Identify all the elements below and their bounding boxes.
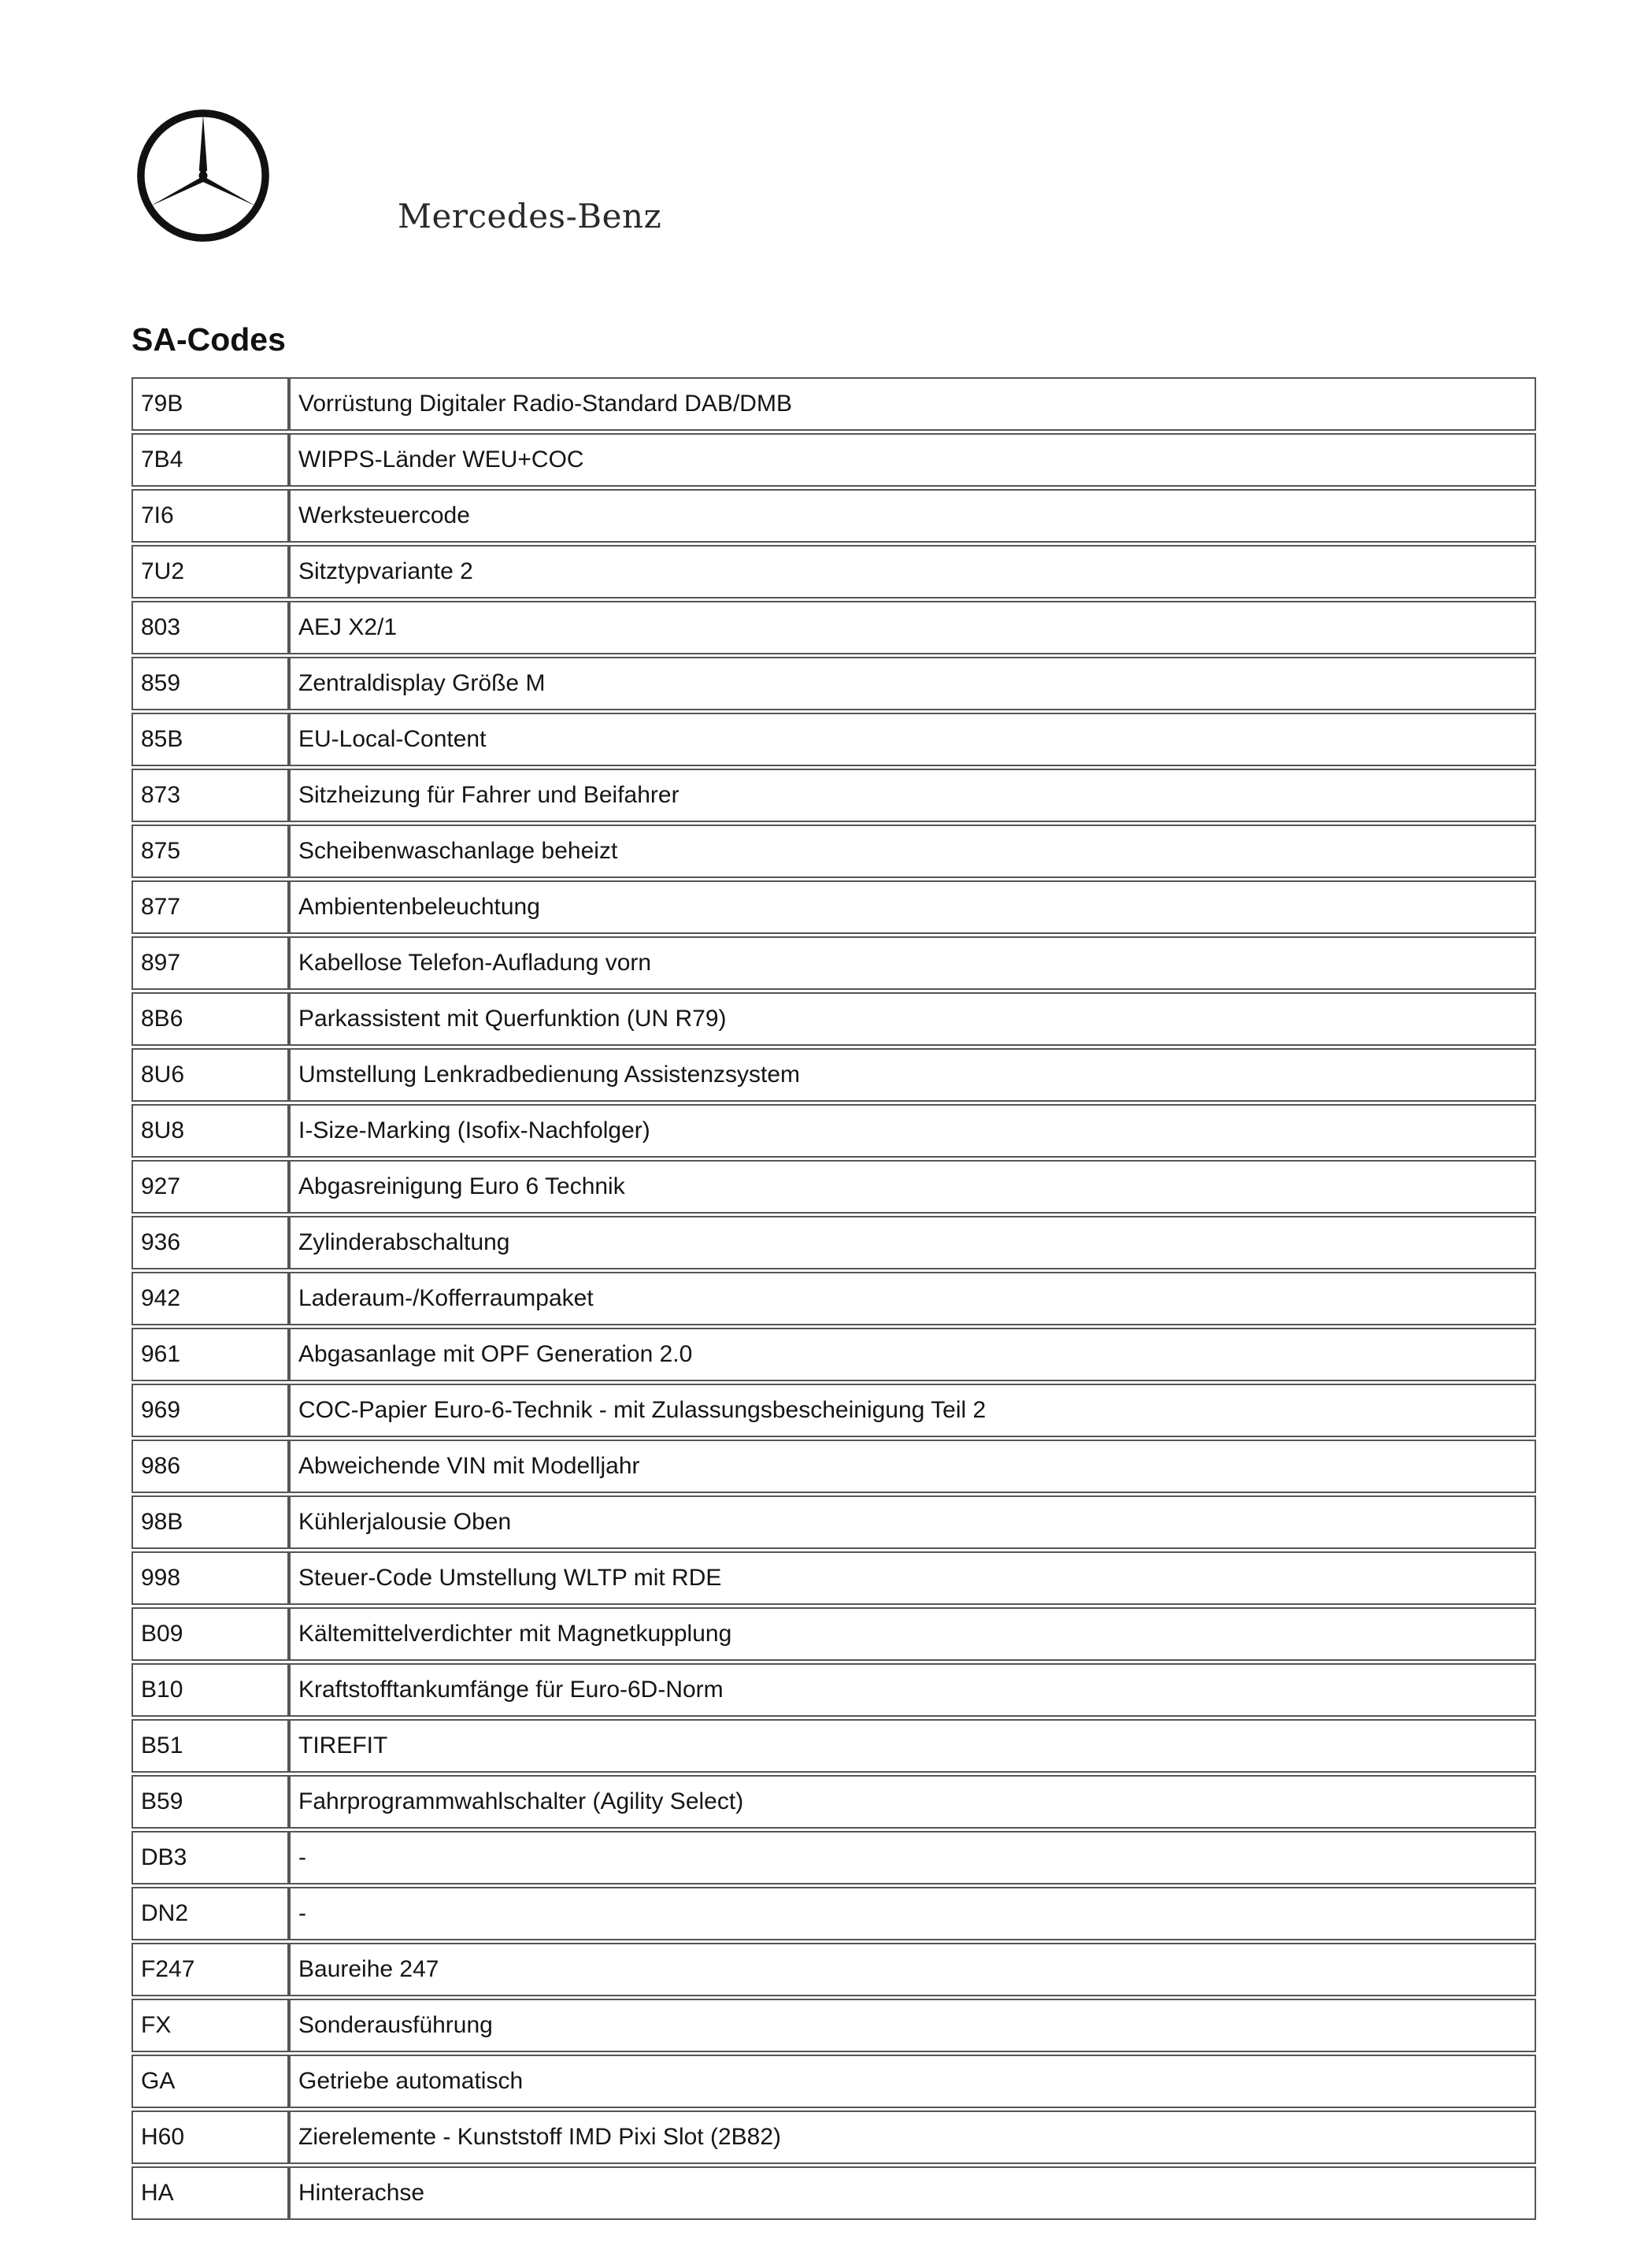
code-cell: 942 <box>131 1272 289 1325</box>
description-cell: Sonderausführung <box>289 1999 1536 2052</box>
description-cell: Parkassistent mit Querfunktion (UN R79) <box>289 992 1536 1046</box>
table-row <box>131 545 1536 598</box>
table-row <box>131 1328 1536 1381</box>
description-cell: Sitzheizung für Fahrer und Beifahrer <box>289 769 1536 822</box>
sa-codes-table <box>131 375 1536 2222</box>
mercedes-star-icon <box>135 108 271 243</box>
table-row <box>131 1104 1536 1158</box>
code-cell: 7I6 <box>131 489 289 543</box>
description-cell: I-Size-Marking (Isofix-Nachfolger) <box>289 1104 1536 1158</box>
description-cell: Abweichende VIN mit Modelljahr <box>289 1440 1536 1493</box>
table-row <box>131 713 1536 766</box>
table-row <box>131 1999 1536 2052</box>
code-cell: 7U2 <box>131 545 289 598</box>
code-cell: F247 <box>131 1943 289 1996</box>
description-cell: Kältemittelverdichter mit Magnetkupplung <box>289 1607 1536 1661</box>
code-cell: H60 <box>131 2110 289 2164</box>
table-row <box>131 1775 1536 1829</box>
description-cell: Vorrüstung Digitaler Radio-Standard DAB/DMB <box>289 377 1536 431</box>
code-cell: 936 <box>131 1216 289 1269</box>
code-cell: B51 <box>131 1719 289 1773</box>
description-cell: Laderaum-/Kofferraumpaket <box>289 1272 1536 1325</box>
table-row <box>131 1943 1536 1996</box>
table-row <box>131 2110 1536 2164</box>
code-cell: GA <box>131 2055 289 2108</box>
description-cell: Steuer-Code Umstellung WLTP mit RDE <box>289 1551 1536 1605</box>
code-cell: 85B <box>131 713 289 766</box>
table-row <box>131 1663 1536 1717</box>
table-row <box>131 936 1536 990</box>
code-cell: 927 <box>131 1160 289 1214</box>
code-cell: 875 <box>131 825 289 878</box>
table-row <box>131 1887 1536 1940</box>
table-row <box>131 1048 1536 1102</box>
brand-name: Mercedes-Benz <box>398 197 662 235</box>
description-cell: Scheibenwaschanlage beheizt <box>289 825 1536 878</box>
description-cell: Baureihe 247 <box>289 1943 1536 1996</box>
table-row <box>131 1216 1536 1269</box>
code-cell: 98B <box>131 1495 289 1549</box>
description-cell: Kabellose Telefon-Aufladung vorn <box>289 936 1536 990</box>
description-cell: - <box>289 1831 1536 1884</box>
table-row <box>131 2166 1536 2220</box>
table-row <box>131 1551 1536 1605</box>
table-row <box>131 1495 1536 1549</box>
description-cell: Zentraldisplay Größe M <box>289 657 1536 710</box>
description-cell: Werksteuercode <box>289 489 1536 543</box>
description-cell: AEJ X2/1 <box>289 601 1536 654</box>
table-row <box>131 769 1536 822</box>
section-title: SA-Codes <box>131 321 286 358</box>
description-cell: Abgasanlage mit OPF Generation 2.0 <box>289 1328 1536 1381</box>
code-cell: DN2 <box>131 1887 289 1940</box>
description-cell: Abgasreinigung Euro 6 Technik <box>289 1160 1536 1214</box>
code-cell: 8U6 <box>131 1048 289 1102</box>
code-cell: 998 <box>131 1551 289 1605</box>
code-cell: 8U8 <box>131 1104 289 1158</box>
description-cell: Kühlerjalousie Oben <box>289 1495 1536 1549</box>
code-cell: 986 <box>131 1440 289 1493</box>
description-cell: Ambientenbeleuchtung <box>289 880 1536 934</box>
code-cell: 897 <box>131 936 289 990</box>
description-cell: EU-Local-Content <box>289 713 1536 766</box>
table-row <box>131 992 1536 1046</box>
code-cell: B10 <box>131 1663 289 1717</box>
table-row <box>131 1607 1536 1661</box>
code-cell: 859 <box>131 657 289 710</box>
code-cell: 79B <box>131 377 289 431</box>
table-row <box>131 433 1536 487</box>
table-row <box>131 377 1536 431</box>
code-cell: HA <box>131 2166 289 2220</box>
code-cell: 969 <box>131 1384 289 1437</box>
table-row <box>131 1384 1536 1437</box>
table-row <box>131 825 1536 878</box>
table-row <box>131 1272 1536 1325</box>
sa-codes-table-body <box>131 377 1536 2220</box>
code-cell: 873 <box>131 769 289 822</box>
description-cell: Fahrprogrammwahlschalter (Agility Select) <box>289 1775 1536 1829</box>
table-row <box>131 601 1536 654</box>
code-cell: 803 <box>131 601 289 654</box>
table-row <box>131 657 1536 710</box>
description-cell: - <box>289 1887 1536 1940</box>
description-cell: Hinterachse <box>289 2166 1536 2220</box>
description-cell: Sitztypvariante 2 <box>289 545 1536 598</box>
table-row <box>131 1160 1536 1214</box>
table-row <box>131 2055 1536 2108</box>
code-cell: FX <box>131 1999 289 2052</box>
description-cell: WIPPS-Länder WEU+COC <box>289 433 1536 487</box>
code-cell: 7B4 <box>131 433 289 487</box>
code-cell: 877 <box>131 880 289 934</box>
table-row <box>131 1440 1536 1493</box>
code-cell: B59 <box>131 1775 289 1829</box>
description-cell: Umstellung Lenkradbedienung Assistenzsystem <box>289 1048 1536 1102</box>
code-cell: 961 <box>131 1328 289 1381</box>
description-cell: Getriebe automatisch <box>289 2055 1536 2108</box>
description-cell: Zierelemente - Kunststoff IMD Pixi Slot (2B82) <box>289 2110 1536 2164</box>
table-row <box>131 880 1536 934</box>
table-row <box>131 1719 1536 1773</box>
description-cell: COC-Papier Euro-6-Technik - mit Zulassungsbescheinigung Teil 2 <box>289 1384 1536 1437</box>
description-cell: Kraftstofftankumfänge für Euro-6D-Norm <box>289 1663 1536 1717</box>
table-row <box>131 489 1536 543</box>
table-row <box>131 1831 1536 1884</box>
code-cell: 8B6 <box>131 992 289 1046</box>
code-cell: B09 <box>131 1607 289 1661</box>
description-cell: Zylinderabschaltung <box>289 1216 1536 1269</box>
code-cell: DB3 <box>131 1831 289 1884</box>
description-cell: TIREFIT <box>289 1719 1536 1773</box>
